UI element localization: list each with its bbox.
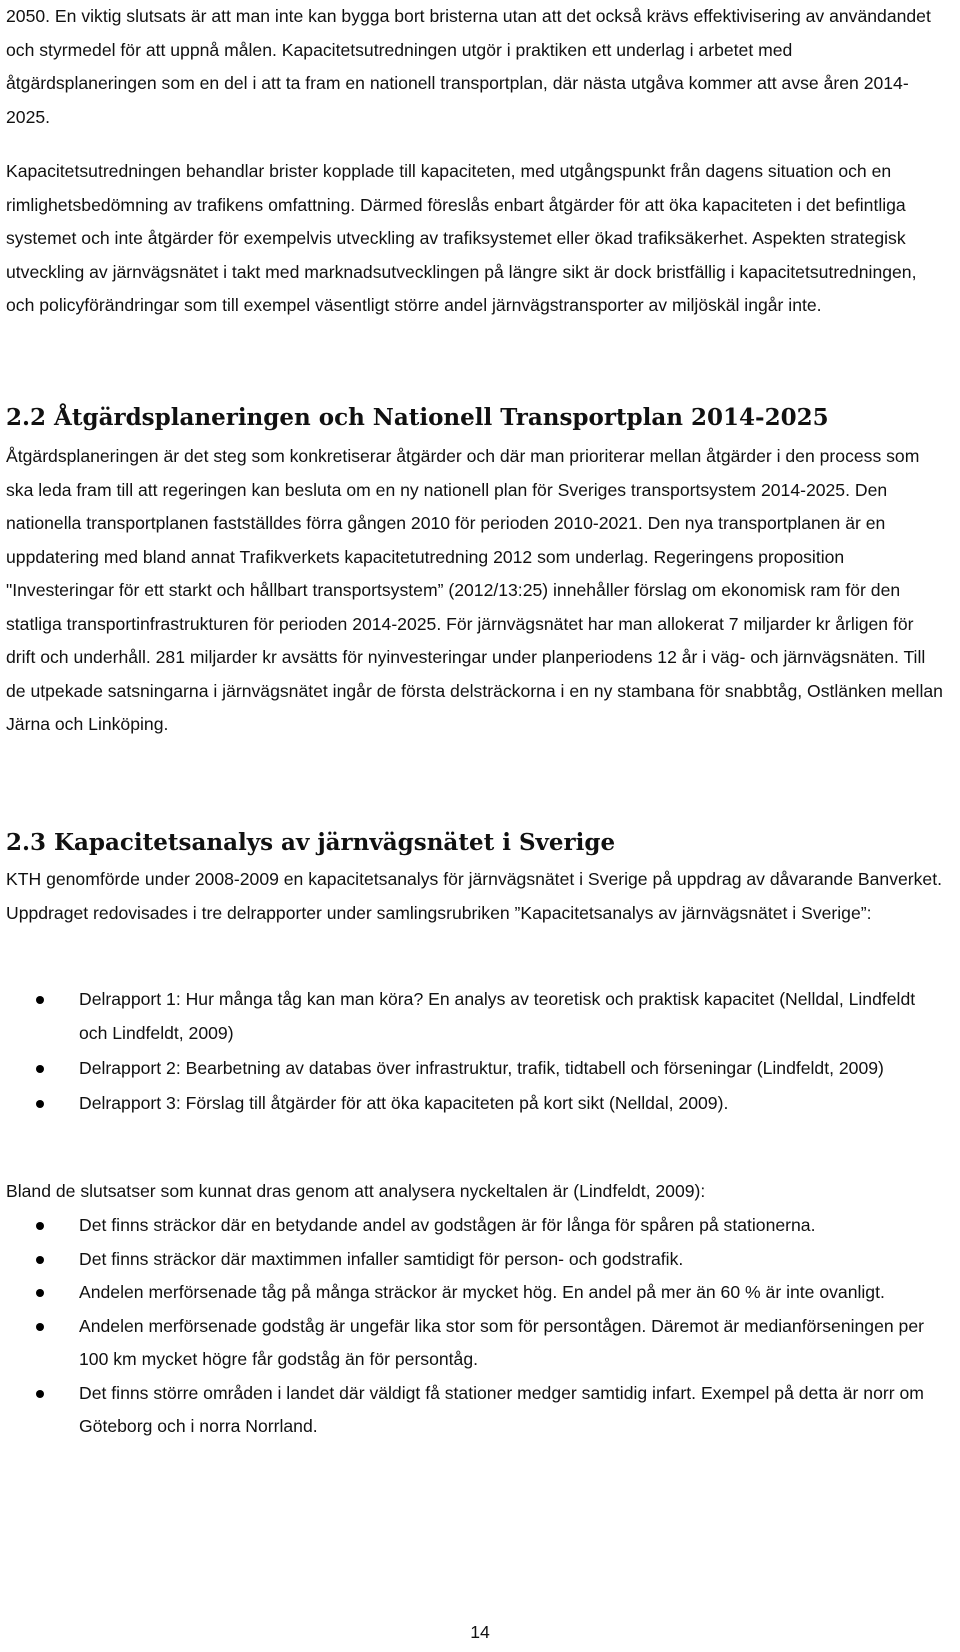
paragraph-intro: 2050. En viktig slutsats är att man inte kan bygga bort bristerna utan att det också krävs effektivisering av användandet och styrmedel för att uppnå målen. Kapacitetsutredningen utgör i praktiken ett underlag i arbetet med åtgärdsplaneringen som en del i att ta fram en nationell transportplan, där nästa utgåva kommer att avse åren 2014-2025. xyxy=(6,6,931,127)
paragraph-action-planning: Åtgärdsplaneringen är det steg som konkretiserar åtgärder och där man prioriterar mellan åtgärder i den process som ska leda fram till att regeringen kan besluta om en ny nationell plan för Sveriges transportsystem 2014-2025. Den nationella transportplanen fastställdes förra gången 2010 för perioden 2010-2021. Den nya transportplanen är en uppdatering med bland annat Trafikverkets kapacitetutredning 2012 som underlag. Regeringens proposition "Investeringar för ett starkt och hållbart transportsystem” (2012/13:25) innehåller förslag om ekonomisk ram för den statliga transportinfrastrukturen för perioden 2014-2025. För järnvägsnätet har man allokerat 7 miljarder kr årligen för drift och underhåll. 281 miljarder kr avsätts för nyinvesteringar under planperiodens 12 år i väg- och järnvägsnäten. Till de utpekade satsningarna i järnvägsnätet ingår de första delsträckorna i en ny stambana för snabbtåg, Ostlänken mellan Järna och Linköping. xyxy=(6,446,943,734)
paragraph-capacity-scope: Kapacitetsutredningen behandlar brister kopplade till kapaciteten, med utgångspunkt från dagens situation och en rimlighetsbedömning av trafikens omfattning. Därmed föreslås enbart åtgärder för att öka kapaciteten i det befintliga systemet och inte åtgärder för exempelvis utveckling av trafiksystemet eller ökad trafiksäkerhet. Aspekten strategisk utveckling av järnvägsnätet i takt med marknadsutvecklingen på längre sikt är dock bristfällig i kapacitetsutredningen, och policyförändringar som till exempel väsentligt större andel järnvägstransporter av miljöskäl ingår inte. xyxy=(6,161,917,315)
section-heading-2-3: 2.3 Kapacitetsanalys av järnvägsnätet i Sverige xyxy=(6,829,616,856)
list-item-text: Det finns sträckor där en betydande andel av godstågen är för långa för spåren på stationerna. xyxy=(79,1215,816,1235)
bullet-icon xyxy=(36,1100,44,1108)
list-item-text: Det finns större områden i landet där väldigt få stationer medger samtidig infart. Exempel på detta är norr om Göteborg och i norra Norrland. xyxy=(79,1382,924,1436)
bullet-icon xyxy=(36,1065,44,1073)
list-item xyxy=(0,1087,946,1121)
bullet-icon xyxy=(36,1323,44,1331)
page-number: 14 xyxy=(470,1622,490,1642)
list-item xyxy=(0,1243,946,1277)
list-item-text: Andelen merförsenade godståg är ungefär lika stor som för persontågen. Däremot är medianförseningen per 100 km mycket högre får godståg än för persontåg. xyxy=(79,1315,924,1369)
list-item xyxy=(0,983,946,1050)
report-list xyxy=(0,983,946,1122)
bullet-icon xyxy=(36,1222,44,1230)
list-item xyxy=(0,1310,946,1377)
list-item xyxy=(0,1209,946,1243)
bullet-icon xyxy=(36,996,44,1004)
paragraph-kth-analysis: KTH genomförde under 2008-2009 en kapacitetsanalys för järnvägsnätet i Sverige på uppdrag av dåvarande Banverket. Uppdraget redovisades i tre delrapporter under samlingsrubriken ”Kapacitetsanalys av järnvägsnätet i Sverige”: xyxy=(6,869,942,923)
bullet-icon xyxy=(36,1289,44,1297)
section-heading-2-2: 2.2 Åtgärdsplaneringen och Nationell Transportplan 2014-2025 xyxy=(6,404,829,431)
list-item-text: Det finns sträckor där maxtimmen infaller samtidigt för person- och godstrafik. xyxy=(79,1248,684,1269)
list-item xyxy=(0,1377,946,1444)
bullet-icon xyxy=(36,1390,44,1398)
bullet-icon xyxy=(36,1256,44,1264)
list-item-text: Delrapport 3: Förslag till åtgärder för att öka kapaciteten på kort sikt (Nelldal, 2009). xyxy=(79,1092,729,1113)
conclusions-list xyxy=(0,1209,946,1444)
list-item-text: Delrapport 2: Bearbetning av databas över infrastruktur, trafik, tidtabell och förseningar (Lindfeldt, 2009) xyxy=(79,1057,884,1078)
list-item xyxy=(0,1052,946,1086)
paragraph-conclusions-intro: Bland de slutsatser som kunnat dras genom att analysera nyckeltalen är (Lindfeldt, 2009): xyxy=(6,1181,706,1201)
list-item-text: Andelen merförsenade tåg på många sträckor är mycket hög. En andel på mer än 60 % är inte ovanligt. xyxy=(79,1282,885,1302)
list-item-text: Delrapport 1: Hur många tåg kan man köra? En analys av teoretisk och praktisk kapacitet (Nelldal, Lindfeldt och Lindfeldt, 2009) xyxy=(79,989,916,1043)
list-item xyxy=(0,1276,946,1310)
